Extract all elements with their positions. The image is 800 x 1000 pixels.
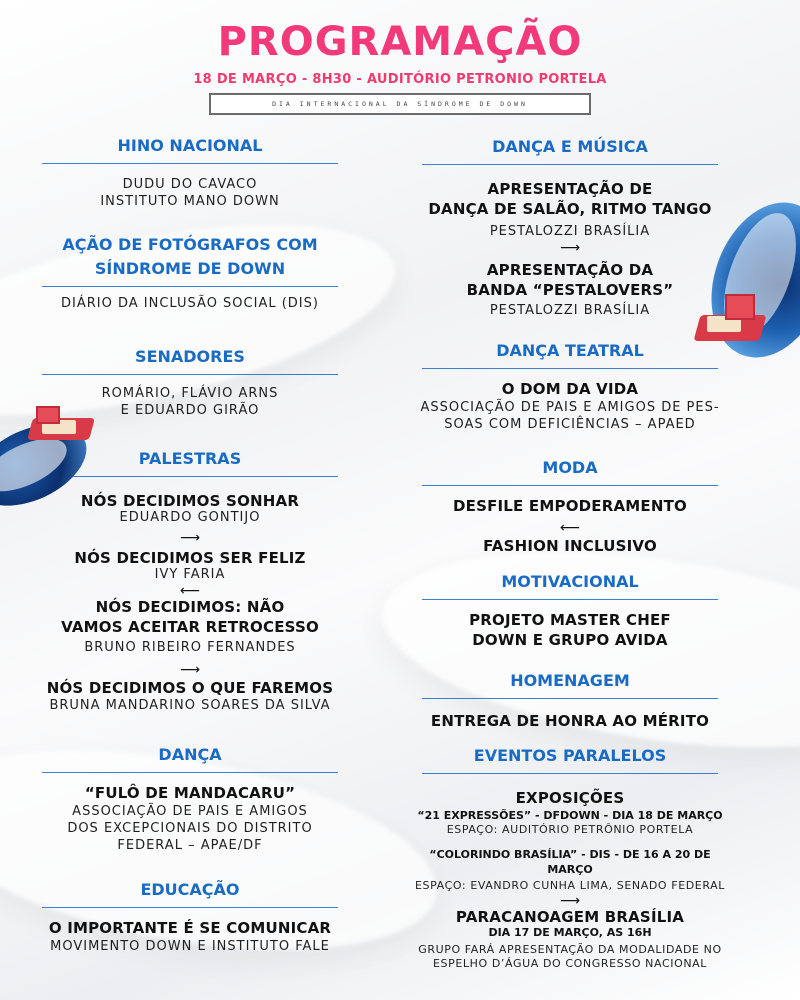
organization: PESTALOZZI BRASÍLIA bbox=[489, 224, 651, 239]
section-danca-musica bbox=[420, 136, 720, 319]
exhibition: “21 EXPRESSÕES” - DFDOWN - DIA 18 DE MARÇO bbox=[417, 809, 723, 822]
section-title: PALESTRAS bbox=[138, 449, 242, 468]
section-hino bbox=[40, 135, 340, 210]
tagline-box: DIA INTERNACIONAL DA SÍNDROME DE DOWN bbox=[209, 93, 591, 115]
talk-title: NÓS DECIDIMOS SONHAR bbox=[80, 492, 300, 510]
section-homenagem bbox=[420, 670, 720, 731]
divider bbox=[42, 907, 338, 908]
organization: SOAS COM DEFICIÊNCIAS – APAED bbox=[444, 417, 696, 432]
talk-title: NÓS DECIDIMOS: NÃO bbox=[95, 598, 285, 616]
exhibition: “COLORINDO BRASÍLIA” - DIS - DE 16 A 20 DE MARÇO bbox=[429, 848, 711, 876]
exhibitions-title: EXPOSIÇÕES bbox=[515, 789, 625, 807]
divider bbox=[422, 698, 718, 699]
paracanoagem-description: ESPELHO D’ÁGUA DO CONGRESSO NACIONAL bbox=[432, 957, 708, 970]
section-title: MOTIVACIONAL bbox=[501, 572, 639, 591]
background-wave bbox=[370, 522, 800, 778]
divider bbox=[422, 368, 718, 369]
organization: DOS EXCEPCIONAIS DO DISTRITO bbox=[67, 821, 313, 836]
section-title: HOMENAGEM bbox=[510, 671, 630, 690]
performance-title: APRESENTAÇÃO DA bbox=[486, 261, 654, 279]
senators: ROMÁRIO, FLÁVIO ARNS bbox=[101, 386, 279, 401]
section-danca-teatral bbox=[420, 340, 720, 433]
paracanoagem-description: GRUPO FARÁ APRESENTAÇÃO DA MODALIDADE NO bbox=[418, 943, 722, 956]
header bbox=[0, 18, 800, 115]
section-title: MODA bbox=[542, 458, 598, 477]
arrow-right-icon: ⟶ bbox=[559, 240, 581, 256]
section-title: AÇÃO DE FOTÓGRAFOS COM bbox=[62, 235, 318, 254]
boat-illustration-right bbox=[685, 190, 800, 370]
organization: ASSOCIAÇÃO DE PAIS E AMIGOS bbox=[72, 804, 308, 819]
organization: MOVIMENTO DOWN E INSTITUTO FALE bbox=[50, 939, 330, 954]
talk-title: O IMPORTANTE É SE COMUNICAR bbox=[48, 919, 332, 937]
divider bbox=[42, 374, 338, 375]
arrow-right-icon: ⟶ bbox=[559, 893, 581, 909]
talk-speaker: EDUARDO GONTIJO bbox=[119, 510, 261, 525]
talk-title: NÓS DECIDIMOS SER FELIZ bbox=[74, 549, 306, 567]
divider bbox=[422, 773, 718, 774]
divider bbox=[422, 485, 718, 486]
organization: INSTITUTO MANO DOWN bbox=[100, 194, 280, 209]
section-moda bbox=[420, 457, 720, 556]
arrow-right-icon: ⟶ bbox=[179, 662, 201, 678]
section-educacao bbox=[40, 879, 340, 955]
show-title: DESFILE EMPODERAMENTO bbox=[452, 497, 688, 515]
paracanoagem-title: PARACANOAGEM BRASÍLIA bbox=[455, 908, 685, 926]
section-eventos bbox=[410, 745, 730, 971]
organization: DIÁRIO DA INCLUSÃO SOCIAL (DIS) bbox=[61, 296, 319, 311]
show-title: “FULÔ DE MANDACARU” bbox=[84, 784, 296, 802]
event-subtitle: 18 DE MARÇO - 8H30 - AUDITÓRIO PETRONIO PORTELA bbox=[193, 72, 607, 87]
section-title: EDUCAÇÃO bbox=[140, 880, 240, 899]
section-title: DANÇA E MÚSICA bbox=[492, 137, 648, 156]
talk-title-line2: VAMOS ACEITAR RETROCESSO bbox=[61, 618, 319, 636]
section-motivacional bbox=[420, 571, 720, 650]
arrow-left-icon: ⟵ bbox=[179, 583, 201, 599]
section-title: DANÇA TEATRAL bbox=[496, 341, 644, 360]
page-title: PROGRAMAÇÃO bbox=[217, 19, 583, 65]
section-fotografos bbox=[40, 234, 340, 312]
organization: FEDERAL – APAE/DF bbox=[117, 838, 263, 853]
organization: ASSOCIAÇÃO DE PAIS E AMIGOS DE PES- bbox=[420, 400, 720, 415]
section-title: SENADORES bbox=[135, 347, 245, 366]
performance-title: APRESENTAÇÃO DE bbox=[487, 180, 653, 198]
divider bbox=[422, 599, 718, 600]
section-title: EVENTOS PARALELOS bbox=[473, 746, 667, 765]
performance-title-line2: BANDA “PESTALOVERS” bbox=[466, 281, 674, 299]
exhibition-place: ESPAÇO: AUDITÓRIO PETRÔNIO PORTELA bbox=[446, 823, 694, 836]
arrow-left-icon: ⟵ bbox=[559, 520, 581, 536]
talk-speaker: BRUNA MANDARINO SOARES DA SILVA bbox=[49, 698, 331, 713]
paracanoagem-date: DIA 17 DE MARÇO, AS 16H bbox=[488, 926, 652, 939]
talk-speaker: IVY FARIA bbox=[154, 567, 226, 582]
section-title-line2: SÍNDROME DE DOWN bbox=[94, 259, 286, 278]
honor-title: ENTREGA DE HONRA AO MÉRITO bbox=[430, 712, 710, 730]
project-title: PROJETO MASTER CHEF bbox=[469, 611, 671, 629]
exhibition-place: ESPAÇO: EVANDRO CUNHA LIMA, SENADO FEDERAL bbox=[414, 879, 726, 892]
organization: PESTALOZZI BRASÍLIA bbox=[489, 303, 651, 318]
performer: DUDU DO CAVACO bbox=[122, 177, 258, 192]
divider bbox=[42, 286, 338, 287]
performance-title: O DOM DA VIDA bbox=[501, 380, 639, 398]
talk-title: NÓS DECIDIMOS O QUE FAREMOS bbox=[46, 679, 334, 697]
divider bbox=[42, 772, 338, 773]
show-title: FASHION INCLUSIVO bbox=[483, 537, 657, 555]
section-danca bbox=[40, 744, 340, 854]
project-title-line2: DOWN E GRUPO AVIDA bbox=[472, 631, 668, 649]
senators: E EDUARDO GIRÃO bbox=[120, 403, 260, 418]
section-title: DANÇA bbox=[158, 745, 222, 764]
divider bbox=[42, 163, 338, 164]
boat-illustration-left bbox=[0, 400, 110, 490]
arrow-right-icon: ⟶ bbox=[179, 530, 201, 546]
performance-title-line2: DANÇA DE SALÃO, RITMO TANGO bbox=[428, 200, 712, 218]
divider bbox=[422, 164, 718, 165]
talk-speaker: BRUNO RIBEIRO FERNANDES bbox=[84, 640, 296, 655]
section-title: HINO NACIONAL bbox=[117, 136, 263, 155]
